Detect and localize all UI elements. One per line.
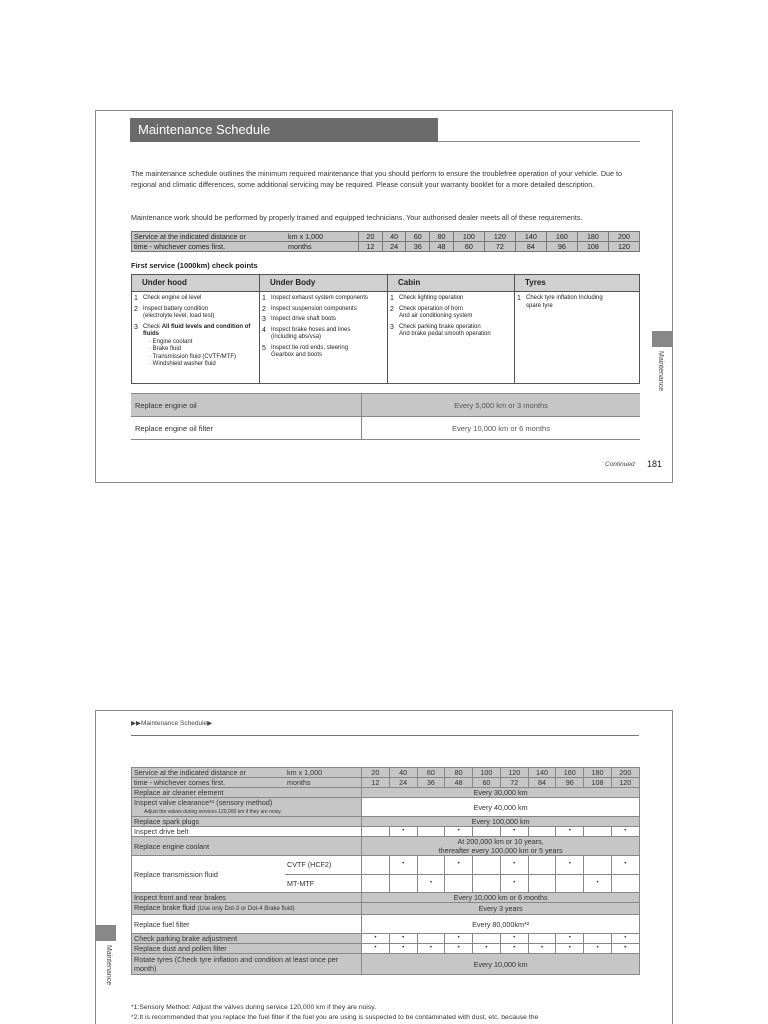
drive-belt-label: Inspect drive belt [132, 827, 362, 837]
tyres-column [515, 275, 639, 383]
months-cell: 72 [500, 778, 528, 788]
coolant-label: Replace engine coolant [132, 837, 362, 856]
interval-dot: • [417, 944, 444, 954]
interval-dot: • [611, 827, 639, 837]
checklist-item: 4 Inspect brake hoses and lines (including abs/vsa) [262, 326, 351, 340]
interval-dot: • [389, 934, 417, 944]
months-cell: 84 [515, 242, 546, 252]
table-row [132, 934, 640, 944]
interval-dot: • [584, 944, 611, 954]
interval-dot: • [473, 944, 500, 954]
km-cell: 80 [445, 768, 473, 778]
km-cell: 60 [417, 768, 444, 778]
under-body-column [260, 275, 388, 383]
checklist-item: 3 Check parking brake operation And brake pedal smooth operation [390, 323, 491, 337]
interval-dot: • [362, 934, 389, 944]
cvtf-label: CVTF (HCF2) [285, 856, 362, 875]
table-row [132, 817, 640, 827]
checklist-item: 2 Check operation of horn And air conditioning system [390, 305, 473, 319]
side-tab-label: Maintenance [657, 351, 664, 392]
air-cleaner-value: Every 30,000 km [362, 788, 640, 798]
checklist-item: 1 Check engine oil level [134, 295, 202, 302]
table-row [132, 768, 640, 778]
footnote-2: *2:It is recommended that you replace the fuel filter if the fuel you are using is suspected to be contaminated with dust, etc. because the [131, 1014, 539, 1021]
months-cell: 72 [484, 242, 515, 252]
interval-dot: • [611, 856, 639, 875]
km-cell: 20 [359, 232, 383, 242]
checklist-item: 2 Inspect suspension components [262, 305, 357, 313]
interval-dot: • [362, 944, 389, 954]
months-cell: 24 [382, 242, 406, 252]
rotate-tyres-label: Rotate tyres (Check tyre inflation and condition at least once per month) [132, 954, 362, 975]
breadcrumb-rule [131, 735, 639, 736]
interval-dot: • [445, 944, 473, 954]
service-label-line1: Service at the indicated distance or [132, 768, 286, 778]
km-cell: 180 [584, 768, 611, 778]
transmission-fluid-label: Replace transmission fluid [132, 856, 286, 893]
rotate-tyres-value: Every 10,000 km [362, 954, 640, 975]
interval-dot: • [500, 874, 528, 893]
months-cell: 12 [362, 778, 389, 788]
interval-dot: • [556, 934, 584, 944]
replace-oil-filter-label: Replace engine oil filter [131, 417, 362, 440]
months-cell: 36 [406, 242, 430, 252]
fuel-filter-label: Replace fuel filter [132, 915, 362, 934]
months-label: months [285, 778, 362, 788]
checklist-item: 1 Check lighting operation [390, 295, 464, 302]
checklist-item: 3 Check All fluid levels and condition of fluids · Engine coolant · Brake fluid · Transmission fluid (CVTF/MTF) · Windshield washer fluid [134, 323, 251, 367]
interval-dot: • [389, 856, 417, 875]
intro-paragraph: The maintenance schedule outlines the minimum required maintenance that you should perform to ensure the troublefree operation of your vehicle. Due to regional and climatic differences, some additional servicing may be required. Please consult your warranty booklet for a more detailed description. [131, 169, 623, 189]
table-row [132, 827, 640, 837]
km-cell: 160 [546, 232, 577, 242]
table-row [132, 903, 640, 915]
dealer-note: Maintenance work should be performed by properly trained and equipped technicians. Your authorised dealer meets all of these requirements. [131, 213, 583, 222]
breadcrumb: ▶▶Maintenance Schedule▶ [131, 720, 213, 727]
months-cell: 96 [546, 242, 577, 252]
brake-fluid-note: (Use only Dot-3 or Dot-4 Brake fluid) [197, 906, 295, 912]
km-cell: 140 [515, 232, 546, 242]
tyres-heading: Tyres [515, 275, 639, 292]
months-cell: 60 [473, 778, 500, 788]
page-title: Maintenance Schedule [130, 118, 438, 142]
section-tab [96, 925, 116, 941]
km-cell: 200 [608, 232, 639, 242]
interval-dot: • [556, 944, 584, 954]
km-label: km x 1,000 [286, 232, 359, 242]
interval-dot: • [500, 856, 528, 875]
months-cell: 24 [389, 778, 417, 788]
interval-dot: • [556, 827, 584, 837]
manual-page-182 [95, 710, 673, 1024]
service-label-line2: time - whichever comes first. [132, 778, 286, 788]
under-body-heading: Under Body [260, 275, 387, 292]
spark-plugs-label: Replace spark plugs [132, 817, 362, 827]
brakes-value: Every 10,000 km or 6 months [362, 893, 640, 903]
cabin-heading: Cabin [388, 275, 514, 292]
dust-filter-label: Replace dust and pollen filter [132, 944, 362, 954]
interval-dot: • [500, 827, 528, 837]
title-rule [438, 141, 640, 142]
km-cell: 140 [528, 768, 555, 778]
table-row [132, 915, 640, 934]
interval-dot: • [500, 934, 528, 944]
coolant-value: At 200,000 km or 10 years, thereafter every 100,000 km or 5 years [362, 837, 640, 856]
km-cell: 120 [484, 232, 515, 242]
checklist-item: 1 Check tyre inflation Including spare tyre [517, 295, 603, 309]
months-cell: 108 [584, 778, 611, 788]
months-cell: 84 [528, 778, 555, 788]
replace-intervals-table [131, 393, 640, 440]
interval-dot: • [389, 944, 417, 954]
km-cell: 120 [500, 768, 528, 778]
first-service-checklist [131, 274, 640, 384]
maintenance-schedule-table [131, 767, 640, 975]
checklist-item: 5 Inspect tie rod ends, steering Gearbox and boots [262, 344, 349, 358]
interval-dot: • [500, 944, 528, 954]
table-row [132, 837, 640, 856]
page-number: 181 [647, 459, 663, 469]
km-cell: 60 [406, 232, 430, 242]
continued-label: Continued [605, 461, 635, 468]
parking-brake-label: Check parking brake adjustment [132, 934, 362, 944]
table-row [132, 893, 640, 903]
km-cell: 20 [362, 768, 389, 778]
cabin-column [388, 275, 515, 383]
interval-dot: • [445, 827, 473, 837]
air-cleaner-label: Replace air cleaner element [132, 788, 362, 798]
months-label: months [286, 242, 359, 252]
interval-dot: • [611, 934, 639, 944]
replace-engine-oil-value: Every 5,000 km or 3 months [362, 394, 641, 417]
service-label-line2: time - whichever comes first. [132, 242, 287, 252]
table-row [131, 417, 640, 440]
km-cell: 100 [453, 232, 484, 242]
brake-fluid-label: Replace brake fluid (Use only Dot-3 or Dot-4 Brake fluid) [132, 903, 362, 915]
footnote-1: *1:Sensory Method: Adjust the valves during service 120,000 km if they are noisy. [131, 1004, 377, 1011]
km-label: km x 1,000 [285, 768, 362, 778]
months-cell: 48 [430, 242, 454, 252]
side-tab-label: Maintenance [105, 945, 112, 986]
table-row [132, 856, 640, 875]
manual-page-181 [95, 110, 673, 483]
months-cell: 108 [577, 242, 608, 252]
interval-dot: • [389, 827, 417, 837]
replace-engine-oil-label: Replace engine oil [131, 394, 362, 417]
table-row [132, 798, 640, 817]
table-row [132, 778, 640, 788]
replace-oil-filter-value: Every 10,000 km or 6 months [362, 417, 641, 440]
km-cell: 80 [430, 232, 454, 242]
valve-clearance-label: Inspect valve clearance*¹ (sensory method) Adjust the valves during services 120,000 km if they are noisy. [132, 798, 362, 817]
table-row [132, 788, 640, 798]
service-label-line1: Service at the indicated distance or [132, 232, 287, 242]
service-interval-header [131, 231, 640, 252]
months-cell: 48 [445, 778, 473, 788]
km-cell: 200 [611, 768, 639, 778]
interval-dot: • [417, 874, 444, 893]
valve-clearance-value: Every 40,000 km [362, 798, 640, 817]
months-cell: 36 [417, 778, 444, 788]
km-cell: 180 [577, 232, 608, 242]
spark-plugs-value: Every 100,000 km [362, 817, 640, 827]
fuel-filter-value: Every 80,000km*² [362, 915, 640, 934]
under-hood-heading: Under hood [132, 275, 259, 292]
interval-dot: • [556, 856, 584, 875]
months-cell: 96 [556, 778, 584, 788]
brake-fluid-value: Every 3 years [362, 903, 640, 915]
interval-dot: • [445, 934, 473, 944]
table-row [131, 394, 640, 417]
checklist-item: 2 Inspect battery condition (electrolyte level, load test) [134, 305, 215, 319]
interval-dot: • [528, 944, 555, 954]
interval-dot: • [611, 944, 639, 954]
months-cell: 12 [359, 242, 383, 252]
interval-dot: • [584, 874, 611, 893]
km-cell: 100 [473, 768, 500, 778]
km-cell: 40 [382, 232, 406, 242]
table-row [132, 944, 640, 954]
interval-dot: • [445, 856, 473, 875]
table-row [132, 954, 640, 975]
months-cell: 120 [611, 778, 639, 788]
mtf-label: MT-MTF [285, 874, 362, 893]
months-cell: 120 [608, 242, 639, 252]
brakes-label: Inspect front and rear brakes [132, 893, 362, 903]
valve-clearance-note: Adjust the valves during services 120,000 km if they are noisy. [144, 808, 282, 815]
under-hood-column [132, 275, 260, 383]
first-service-heading: First service (1000km) check points [131, 261, 258, 270]
checklist-item: 3 Inspect drive shaft boots [262, 316, 337, 323]
km-cell: 160 [556, 768, 584, 778]
months-cell: 60 [453, 242, 484, 252]
km-cell: 40 [389, 768, 417, 778]
checklist-item: 1 Inspect exhaust system components [262, 295, 369, 302]
section-tab [652, 331, 673, 347]
